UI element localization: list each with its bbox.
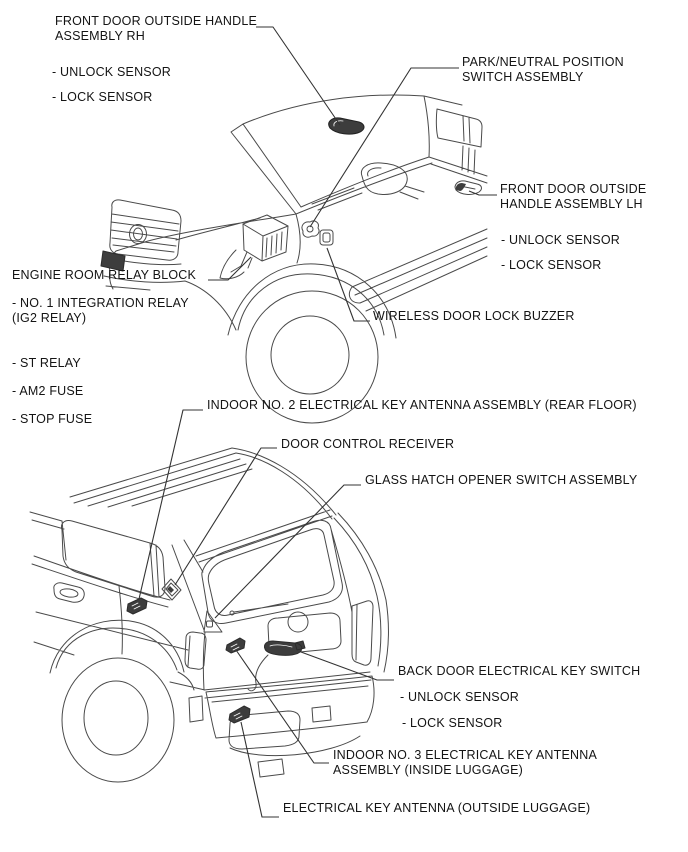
rear-vehicle-view — [30, 448, 388, 782]
back-door-key-switch-wire — [248, 655, 268, 691]
label-engine-relay-item1b: (IG2 RELAY) — [12, 311, 87, 325]
back-door-key-switch-part — [264, 641, 305, 655]
wireless-buzzer-part — [320, 230, 333, 245]
label-front-handle-lh-line1: FRONT DOOR OUTSIDE — [500, 182, 647, 196]
leader-door-receiver — [175, 448, 277, 585]
leader-outside-antenna — [241, 722, 279, 817]
rear-wheel-rim — [84, 681, 148, 755]
label-front-handle-rh-line2: ASSEMBLY RH — [55, 29, 145, 43]
indoor-no2-antenna-part — [127, 598, 147, 614]
rear-door-handle — [60, 588, 79, 598]
label-door-control-receiver: DOOR CONTROL RECEIVER — [281, 437, 455, 451]
label-wireless-buzzer: WIRELESS DOOR LOCK BUZZER — [373, 309, 575, 323]
label-engine-relay-item2: - ST RELAY — [12, 356, 81, 370]
label-engine-relay-title: ENGINE ROOM RELAY BLOCK — [12, 268, 197, 282]
brand-emblem-rear — [288, 612, 308, 632]
label-engine-relay-item1a: - NO. 1 INTEGRATION RELAY — [12, 296, 189, 310]
label-front-handle-rh-lock-sensor: - LOCK SENSOR — [52, 90, 153, 104]
label-back-door-switch-unlock-sensor: - UNLOCK SENSOR — [400, 690, 519, 704]
leader-front-handle-rh — [256, 27, 340, 125]
label-pnp-switch-line2: SWITCH ASSEMBLY — [462, 70, 584, 84]
label-back-door-switch-title: BACK DOOR ELECTRICAL KEY SWITCH — [398, 664, 641, 678]
glass-hatch-switch-button — [207, 621, 213, 627]
label-indoor-no3-antenna-line1: INDOOR NO. 3 ELECTRICAL KEY ANTENNA — [333, 748, 598, 762]
leader-glass-hatch — [215, 485, 361, 618]
leader-engine-relay — [208, 257, 251, 280]
wireless-buzzer-detail — [323, 233, 330, 242]
rear-wheel-tire — [62, 658, 174, 782]
label-front-handle-rh-line1: FRONT DOOR OUTSIDE HANDLE — [55, 14, 258, 28]
label-front-handle-lh-unlock-sensor: - UNLOCK SENSOR — [501, 233, 620, 247]
leader-pnp-switch — [310, 68, 459, 227]
leader-back-door-switch — [301, 652, 394, 680]
outside-luggage-antenna-part — [229, 706, 250, 723]
label-indoor-no2-antenna: INDOOR NO. 2 ELECTRICAL KEY ANTENNA ASSEMBLY (REAR FLOOR) — [207, 398, 637, 412]
indoor-no3-antenna-part — [226, 638, 245, 653]
rear-body-outline — [30, 448, 388, 777]
label-front-handle-rh-unlock-sensor: - UNLOCK SENSOR — [52, 65, 171, 79]
park-neutral-switch-part — [302, 221, 319, 237]
label-front-handle-lh-lock-sensor: - LOCK SENSOR — [501, 258, 602, 272]
label-engine-relay-item4: - STOP FUSE — [12, 412, 93, 426]
label-pnp-switch-line1: PARK/NEUTRAL POSITION — [462, 55, 624, 69]
label-glass-hatch-switch: GLASS HATCH OPENER SWITCH ASSEMBLY — [365, 473, 638, 487]
front-vehicle-view — [101, 95, 487, 423]
label-indoor-no3-antenna-line2: ASSEMBLY (INSIDE LUGGAGE) — [333, 763, 524, 777]
label-back-door-switch-lock-sensor: - LOCK SENSOR — [402, 716, 503, 730]
front-wheel-rim — [271, 316, 349, 394]
label-engine-relay-item3: - AM2 FUSE — [12, 384, 84, 398]
label-outside-luggage-antenna: ELECTRICAL KEY ANTENNA (OUTSIDE LUGGAGE) — [283, 801, 591, 815]
leader-indoor2-antenna — [139, 410, 203, 599]
label-front-handle-lh-line2: HANDLE ASSEMBLY LH — [500, 197, 643, 211]
